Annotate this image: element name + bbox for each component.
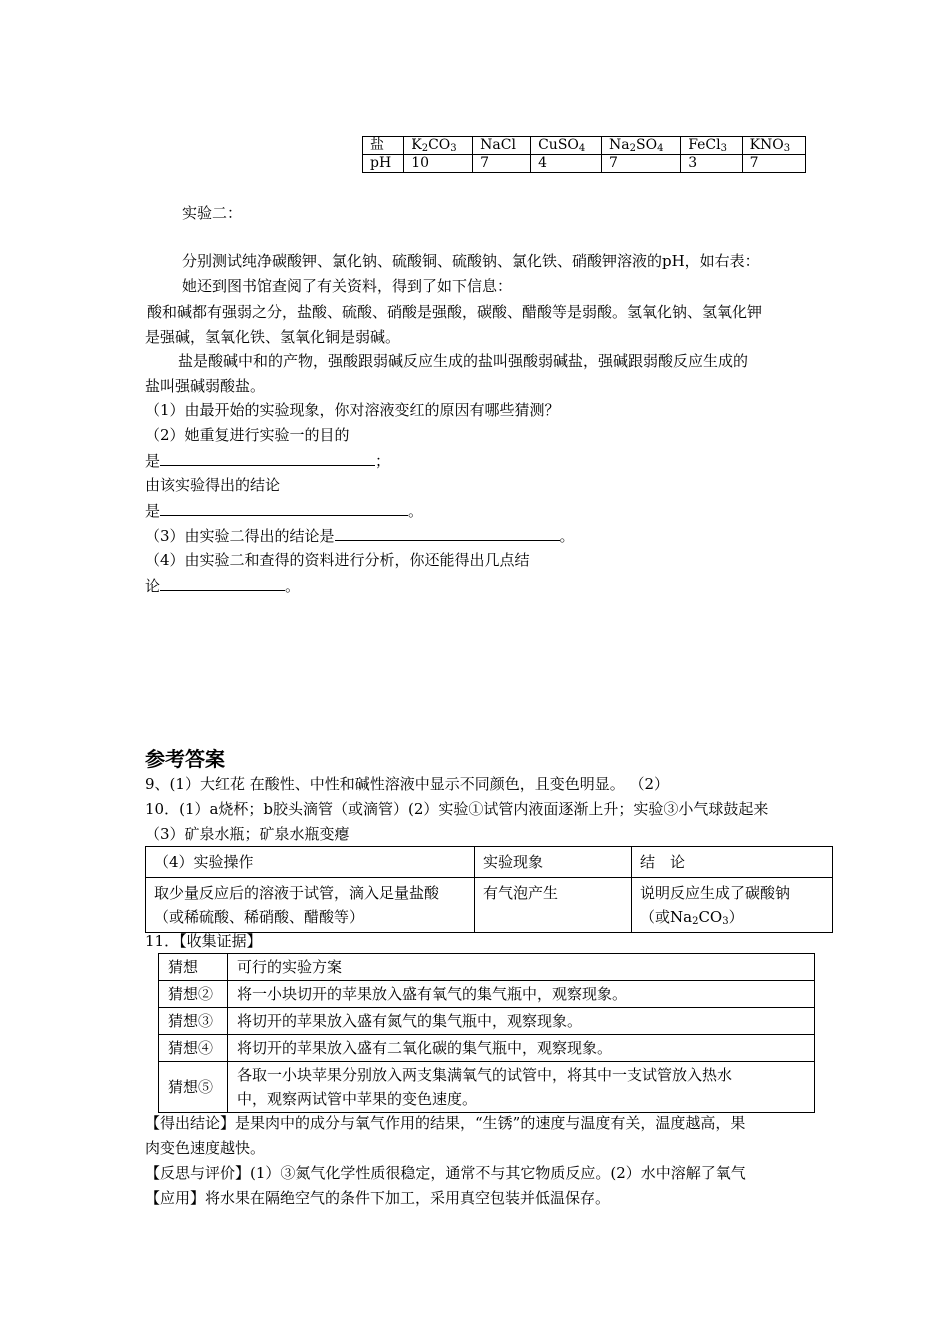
reflection-line: 【反思与评价】(1）③氮气化学性质很稳定，通常不与其它物质反应。(2）水中溶解了氧气 <box>145 1164 746 1182</box>
conclusion-line-b: 肉变色速度越快。 <box>145 1139 266 1157</box>
answer-10-table <box>145 846 833 933</box>
salt-kno3: $KNO_3$ <box>742 137 805 155</box>
info2-line-a: 盐是酸碱中和的产物，强酸跟弱碱反应生成的盐叫强酸弱碱盐，强碱跟弱酸反应生成的 <box>178 352 749 370</box>
cell-plan: 将切开的苹果放入盛有氮气的集气瓶中，观察现象。 <box>228 1008 815 1035</box>
ph-value: 4 <box>531 155 602 173</box>
conclusion-line-a: 【得出结论】是果肉中的成分与氧气作用的结果，“生锈”的速度与温度有关，温度越高，果 <box>145 1114 746 1132</box>
answer-10-line1: 10．(1）a烧杯；b胶头滴管（或滴管）(2）实验①试管内液面逐渐上升；实验③小气球鼓起来 <box>145 800 769 818</box>
question-1: （1）由最开始的实验现象，你对溶液变红的原因有哪些猜测？ <box>145 401 560 419</box>
answer-9: 9、(1）大红花 在酸性、中性和碱性溶液中显示不同颜色，且变色明显。 （2） <box>145 775 670 793</box>
table-row <box>159 1035 815 1062</box>
table-header-row <box>159 954 815 981</box>
ph-value: 7 <box>742 155 805 173</box>
salt-nacl: NaCl <box>473 137 531 155</box>
question-2: （2）她重复进行实验一的目的 <box>145 426 350 444</box>
header-conclusion: 结 论 <box>632 847 833 878</box>
answer-blank[interactable] <box>160 450 375 466</box>
answer-11-table <box>158 953 815 1113</box>
ph-row-label: pH <box>363 155 404 173</box>
experiment2-title: 实验二： <box>182 204 243 222</box>
answer-11: 11．【收集证据】 <box>145 932 262 950</box>
table-header-row <box>146 847 833 878</box>
salt-na2so4: $Na_2SO_4$ <box>602 137 681 155</box>
question-4-line: 论 。 <box>145 577 301 595</box>
header-guess: 猜想 <box>159 954 228 981</box>
header-operation: （4）实验操作 <box>146 847 475 878</box>
salt-row <box>363 137 806 155</box>
ph-value: 3 <box>681 155 742 173</box>
info1-line-a: 酸和碱都有强弱之分，盐酸、硫酸、硝酸是强酸，碳酸、醋酸等是弱酸。氢氧化钠、氢氧化钾 <box>147 303 763 321</box>
header-phenomenon: 实验现象 <box>475 847 632 878</box>
cell-plan: 将一小块切开的苹果放入盛有氧气的集气瓶中，观察现象。 <box>228 981 815 1008</box>
answers-heading: 参考答案 <box>145 747 225 771</box>
salt-k2co3: $K_2CO_3$ <box>404 137 473 155</box>
question-2-conclusion-line: 是 。 <box>145 502 424 520</box>
cell-conclusion: 说明反应生成了碳酸钠 （或$Na_2CO_3$） <box>632 878 833 933</box>
ph-row <box>363 155 806 173</box>
table-row <box>146 878 833 933</box>
table-row <box>159 1008 815 1035</box>
cell-plan: 各取一小块苹果分别放入两支集满氧气的试管中，将其中一支试管放入热水 中，观察两试管中苹果的变色速度。 <box>228 1062 815 1113</box>
answer-blank[interactable] <box>160 575 285 591</box>
experiment2-line2: 她还到图书馆查阅了有关资料，得到了如下信息： <box>182 277 513 295</box>
ph-value: 7 <box>473 155 531 173</box>
table-row <box>159 1062 815 1113</box>
cell-guess: 猜想③ <box>159 1008 228 1035</box>
application-line: 【应用】将水果在隔绝空气的条件下加工，采用真空包装并低温保存。 <box>145 1189 611 1207</box>
question-3: （3）由实验二得出的结论是 。 <box>145 527 575 545</box>
cell-phenomenon: 有气泡产生 <box>475 878 632 933</box>
question-4: （4）由实验二和查得的资料进行分析，你还能得出几点结 <box>145 551 530 569</box>
cell-plan: 将切开的苹果放入盛有二氧化碳的集气瓶中，观察现象。 <box>228 1035 815 1062</box>
experiment2-line1: 分别测试纯净碳酸钾、氯化钠、硫酸铜、硫酸钠、氯化铁、硝酸钾溶液的pH，如右表： <box>182 252 760 270</box>
header-plan: 可行的实验方案 <box>228 954 815 981</box>
info1-line-b: 是强碱，氢氧化铁、氢氧化铜是弱碱。 <box>145 328 401 346</box>
salt-fecl3: FeCl$_3$ <box>681 137 742 155</box>
salt-cuso4: CuSO$_4$ <box>531 137 602 155</box>
ph-value: 10 <box>404 155 473 173</box>
cell-operation: 取少量反应后的溶液于试管，滴入足量盐酸 （或稀硫酸、稀硝酸、醋酸等） <box>146 878 475 933</box>
cell-guess: 猜想④ <box>159 1035 228 1062</box>
salt-row-label: 盐 <box>363 137 404 155</box>
cell-guess: 猜想② <box>159 981 228 1008</box>
ph-table <box>362 136 806 173</box>
info2-line-b: 盐叫强碱弱酸盐。 <box>145 377 266 395</box>
answer-blank[interactable] <box>335 525 560 541</box>
question-2-answer-line: 是 ； <box>145 452 391 470</box>
answer-10-line2: （3）矿泉水瓶；矿泉水瓶变瘪 <box>145 825 350 843</box>
table-row <box>159 981 815 1008</box>
question-2-conclusion: 由该实验得出的结论 <box>145 476 281 494</box>
answer-blank[interactable] <box>160 500 408 516</box>
cell-guess: 猜想⑤ <box>159 1062 228 1113</box>
ph-value: 7 <box>602 155 681 173</box>
